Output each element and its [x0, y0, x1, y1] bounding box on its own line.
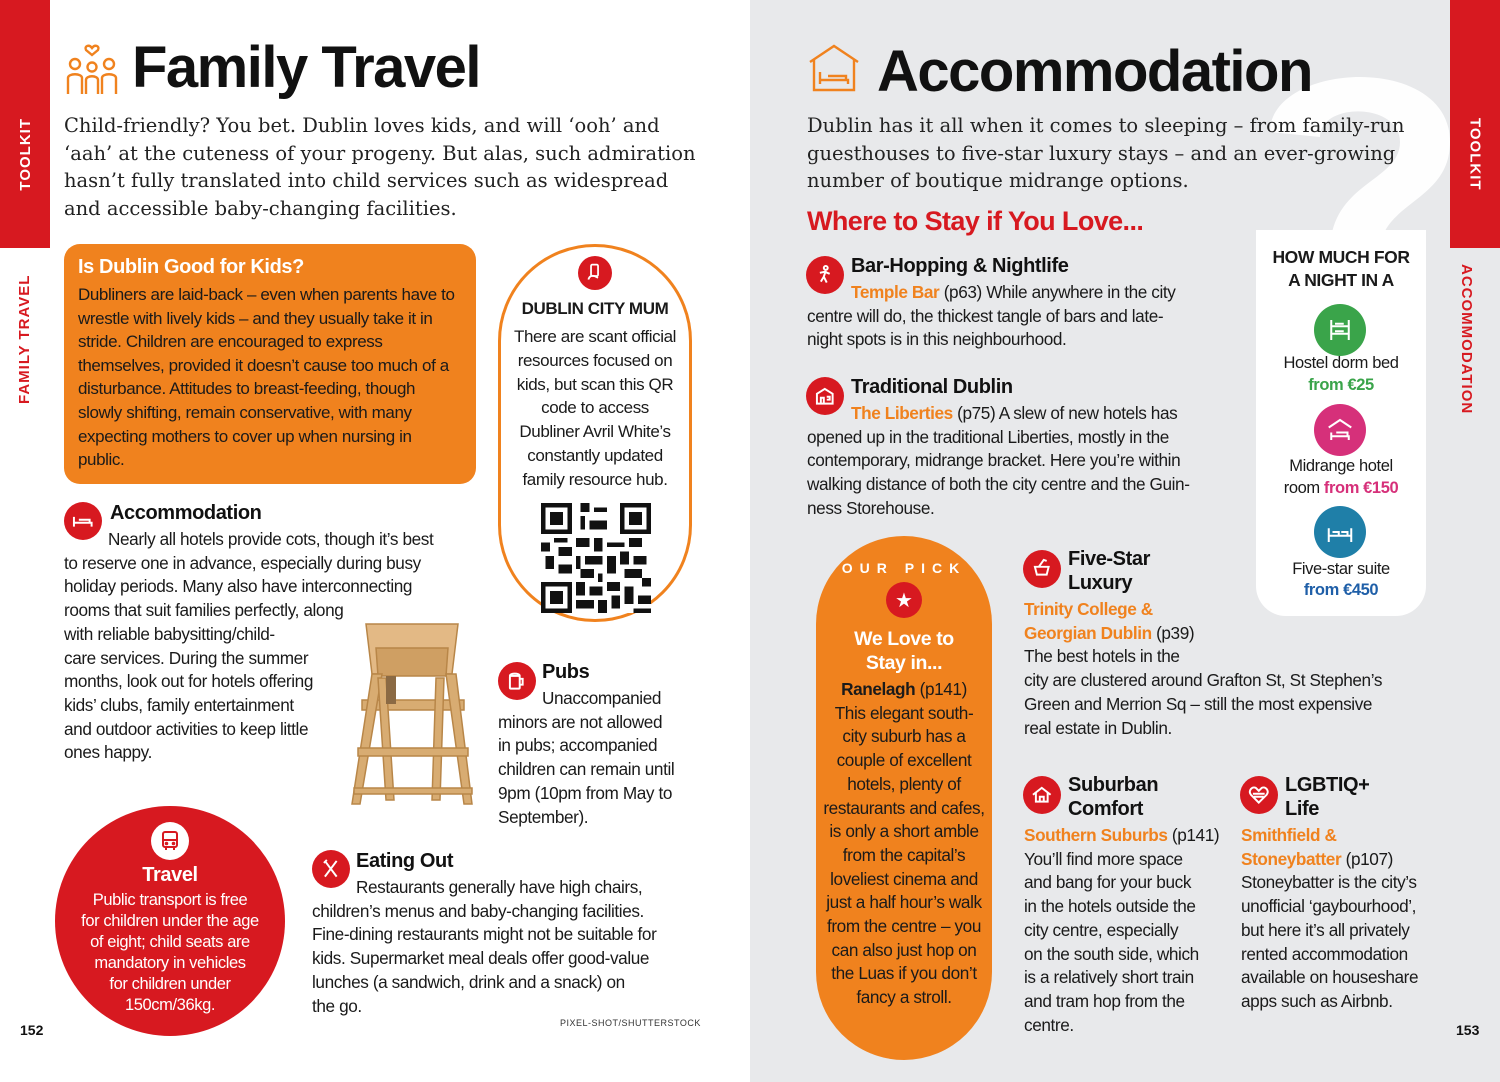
text-line: for children under the age: [81, 912, 259, 930]
our-pick-badge: OUR PICK: [841, 560, 967, 576]
text-line: Restaurants generally have high chairs,: [356, 877, 643, 897]
bus-icon: [151, 822, 189, 860]
text-line: Luxury: [1068, 572, 1133, 594]
text-line: mandatory in vehicles: [94, 954, 246, 972]
text-line: apps such as Airbnb.: [1241, 990, 1393, 1011]
text-line: holiday periods. Many also have interconnecting: [64, 576, 413, 597]
text-line: city centre, especially: [1024, 919, 1179, 940]
hostel-label: Hostel dorm bed: [1283, 354, 1399, 372]
place-link[interactable]: Southern Suburbs: [1024, 825, 1168, 845]
text-fragment: (p63) While anywhere in the city: [939, 282, 1176, 302]
good-for-kids-text: Dubliners are laid-back – even when parents have to wrestle with lively kids – and they usually take it in stride. Children are encouraged to express themselves, provided it doesn’t cause too much of a disturbance. Attitudes to breast-feeding, though slowly shifting, remain conservative, with many expecting mothers to cover up when nursing in public.: [78, 285, 455, 470]
text-line: the go.: [312, 995, 362, 1016]
text-line: Green and Merrion Sq – still the most expensive: [1024, 693, 1373, 714]
traditional-text: [807, 402, 1237, 521]
place-link[interactable]: Smithfield &: [1241, 825, 1337, 845]
price-heading: HOW MUCH FOR A NIGHT IN A: [1272, 247, 1410, 290]
text-line: the Luas if you don’t: [831, 963, 977, 984]
text-line: with reliable babysitting/child-: [64, 623, 275, 644]
phone-hand-icon: [578, 256, 612, 290]
midrange-label-line2: [1256, 479, 1426, 498]
text-line: centre will do, the thickest tangle of bars and late-: [807, 305, 1164, 326]
midrange-label: Midrange hotel: [1289, 457, 1393, 475]
text-line: The best hotels in the: [1024, 646, 1180, 667]
toolkit-tab-label: TOOLKIT: [1466, 117, 1484, 191]
high-chair-photo: [348, 618, 478, 808]
our-pick-box: [816, 536, 992, 1060]
text-line: of eight; child seats are: [90, 933, 250, 951]
our-pick-heading: [816, 627, 992, 675]
eating-out-text: [312, 876, 702, 1018]
place-link[interactable]: Georgian Dublin: [1024, 622, 1152, 643]
text-line: city suburb has a: [842, 726, 966, 747]
text-line: can also just hop on: [831, 939, 977, 960]
eating-out-heading: Eating Out: [356, 850, 454, 872]
section-side-label: ACCOMMODATION: [1458, 264, 1475, 415]
hostel-price: from €25: [1308, 376, 1374, 394]
place-link[interactable]: Temple Bar: [851, 282, 940, 302]
text-line: [807, 281, 1227, 305]
travel-text: [55, 890, 285, 1016]
text-line: available on houseshare: [1241, 967, 1419, 988]
lgbtiq-heading: [1285, 773, 1369, 821]
text-line: We Love to: [854, 628, 954, 650]
place-link[interactable]: Trinity College &: [1024, 599, 1153, 619]
accommodation-heading: Accommodation: [110, 502, 262, 524]
text-line: on the south side, which: [1024, 943, 1199, 964]
text-line: [816, 678, 992, 702]
text-line: from the capital’s: [842, 844, 966, 865]
text-line: 150cm/36kg.: [124, 996, 216, 1014]
five-star-heading: [1068, 547, 1150, 595]
text-line: contemporary, midrange bracket. Here you’re within: [807, 450, 1181, 471]
text-line: opened up in the traditional Liberties, mostly in the: [807, 426, 1169, 447]
text-fragment: (p107): [1341, 848, 1393, 869]
lgbtiq-text: [1241, 824, 1441, 1014]
city-mum-text: There are scant official resources focused on kids, but scan this QR code to access Dubliner Avril White’s constantly updated family resource hub.: [513, 327, 677, 489]
text-line: Public transport is free: [92, 891, 248, 909]
text-line: loveliest cinema and: [830, 868, 978, 889]
text-line: LGBTIQ+: [1285, 774, 1370, 796]
text-line: Stoneybatter is the city’s: [1241, 872, 1417, 893]
text-line: is only a short amble: [829, 821, 979, 842]
text-line: Suburban: [1068, 774, 1159, 796]
text-fragment: (p141): [915, 679, 967, 699]
page-title-accommodation: Accommodation: [877, 39, 1312, 104]
text-line: unofficial ‘gaybourhood’,: [1241, 896, 1417, 917]
travel-heading: Travel: [142, 864, 198, 886]
text-line: Nearly all hotels provide cots, though it’s best: [108, 529, 434, 549]
heart-icon: [1240, 776, 1278, 814]
text-line: children can remain until: [498, 759, 675, 780]
bar-hopping-heading: Bar-Hopping & Nightlife: [851, 255, 1069, 277]
text-line: care services. During the summer: [64, 647, 309, 668]
text-line: This elegant south-: [834, 702, 974, 723]
toolkit-tab-left[interactable]: [0, 0, 50, 248]
text-line: in the hotels outside the: [1024, 896, 1196, 917]
place-link[interactable]: The Liberties: [851, 403, 953, 423]
accommodation-intro: Dublin has it all when it comes to sleeping – from family-run guesthouses to five-star luxury stays – and an ever-growing number of boutique midrange options.: [807, 114, 1405, 192]
good-for-kids-box: [64, 244, 476, 484]
qr-code[interactable]: [541, 503, 651, 613]
pubs-heading: Pubs: [542, 661, 590, 683]
text-line: [1024, 622, 1434, 646]
toolkit-tab-label: TOOLKIT: [16, 117, 34, 191]
text-line: [807, 402, 1237, 426]
text-line: but here it’s all privately: [1241, 919, 1410, 940]
suburban-heading: [1068, 773, 1158, 821]
text-line: You’ll find more space: [1024, 848, 1183, 869]
page-number-left: 152: [20, 1022, 44, 1038]
our-pick-text: [816, 678, 992, 1010]
family-intro: Child-friendly? You bet. Dublin loves kids, and will ‘ooh’ and ‘aah’ at the cuteness of your progeny. But alas, such admiration hasn’t fully translated into child services such as widespread and accessible baby-changing facilities.: [64, 114, 696, 220]
price-box: [1256, 230, 1426, 616]
text-line: September).: [498, 806, 589, 827]
text-line: for children under: [109, 975, 231, 993]
text-line: Fine-dining restaurants might not be suitable for: [312, 924, 657, 945]
text-line: [1024, 824, 1234, 848]
suite-bed-icon: [1314, 506, 1366, 558]
text-line: just a half hour’s walk: [826, 892, 982, 913]
text-fragment: room: [1283, 479, 1320, 497]
text-line: in pubs; accompanied: [498, 735, 658, 756]
text-line: is a relatively short train: [1024, 967, 1194, 988]
text-fragment: (p39): [1151, 622, 1195, 643]
traditional-heading: Traditional Dublin: [851, 376, 1013, 398]
suburban-text: [1024, 824, 1234, 1037]
where-to-stay-heading: Where to Stay if You Love...: [807, 206, 1144, 236]
page-number-right: 153: [1456, 1022, 1480, 1038]
photo-credit: PIXEL-SHOT/SHUTTERSTOCK: [560, 1018, 701, 1028]
place-link[interactable]: Ranelagh: [841, 679, 916, 699]
text-line: from the centre – you: [826, 916, 981, 937]
text-line: children’s menus and baby-changing facilities.: [312, 900, 644, 921]
page-title-family-travel: Family Travel: [132, 35, 481, 100]
bunk-bed-icon: [1314, 304, 1366, 356]
five-star-text: [1024, 598, 1434, 740]
section-side-label: FAMILY TRAVEL: [16, 274, 33, 404]
text-line: restaurants and cafes,: [823, 797, 985, 818]
bar-hopping-text: [807, 281, 1227, 352]
text-line: walking distance of both the city centre and the Guin-: [807, 474, 1190, 495]
text-line: centre.: [1024, 1014, 1074, 1035]
text-line: [1241, 848, 1441, 872]
text-line: kids’ clubs, family entertainment: [64, 694, 294, 715]
text-line: months, look out for hotels offering: [64, 671, 313, 692]
text-line: rooms that suit families perfectly, along: [64, 600, 344, 621]
text-line: couple of excellent: [836, 750, 972, 771]
text-line: real estate in Dublin.: [1024, 717, 1172, 738]
house-icon: [1023, 776, 1061, 814]
right-page: [750, 0, 1500, 1082]
text-line: kids. Supermarket meal deals offer good-value: [312, 948, 650, 969]
text-line: city are clustered around Grafton St, St Stephen’s: [1024, 670, 1383, 691]
pubs-text: [498, 687, 698, 829]
star-icon: ★: [886, 582, 922, 618]
text-fragment: (p75) A slew of new hotels has: [952, 403, 1178, 423]
place-link[interactable]: Stoneybatter: [1241, 848, 1342, 869]
hotel-bed-icon: [1314, 404, 1366, 456]
text-line: ones happy.: [64, 742, 152, 763]
city-mum-box: [498, 244, 692, 622]
text-line: Life: [1285, 798, 1319, 820]
text-line: and outdoor activities to keep little: [64, 718, 309, 739]
text-line: fancy a stroll.: [856, 987, 952, 1008]
text-line: hotels, plenty of: [847, 773, 961, 794]
text-line: minors are not allowed: [498, 711, 663, 732]
text-line: to reserve one in advance, especially during busy: [64, 552, 421, 573]
travel-circle: [55, 806, 285, 1036]
city-mum-heading: DUBLIN CITY MUM: [521, 299, 669, 318]
midrange-price: from €150: [1323, 479, 1399, 497]
text-line: rented accommodation: [1241, 943, 1408, 964]
champagne-icon: [1023, 550, 1061, 588]
text-line: night spots is in this neighbourhood.: [807, 329, 1067, 350]
text-line: Unaccompanied: [542, 688, 662, 708]
text-line: ness Storehouse.: [807, 497, 935, 518]
suite-label: Five-star suite: [1292, 560, 1390, 578]
text-line: Stay in...: [865, 652, 943, 674]
family-icon: [62, 38, 122, 96]
text-fragment: (p141): [1167, 825, 1220, 845]
text-line: Comfort: [1068, 798, 1143, 820]
good-for-kids-heading: Is Dublin Good for Kids?: [78, 256, 304, 278]
suite-price: from €450: [1303, 581, 1379, 599]
text-line: and tram hop from the: [1024, 990, 1185, 1011]
text-line: and bang for your buck: [1024, 872, 1192, 893]
text-line: 9pm (10pm from May to: [498, 782, 673, 803]
house-bed-icon: [806, 42, 862, 94]
text-line: Five-Star: [1068, 548, 1150, 570]
toolkit-tab-right[interactable]: [1450, 0, 1500, 248]
text-line: lunches (a sandwich, drink and a snack) on: [312, 971, 625, 992]
